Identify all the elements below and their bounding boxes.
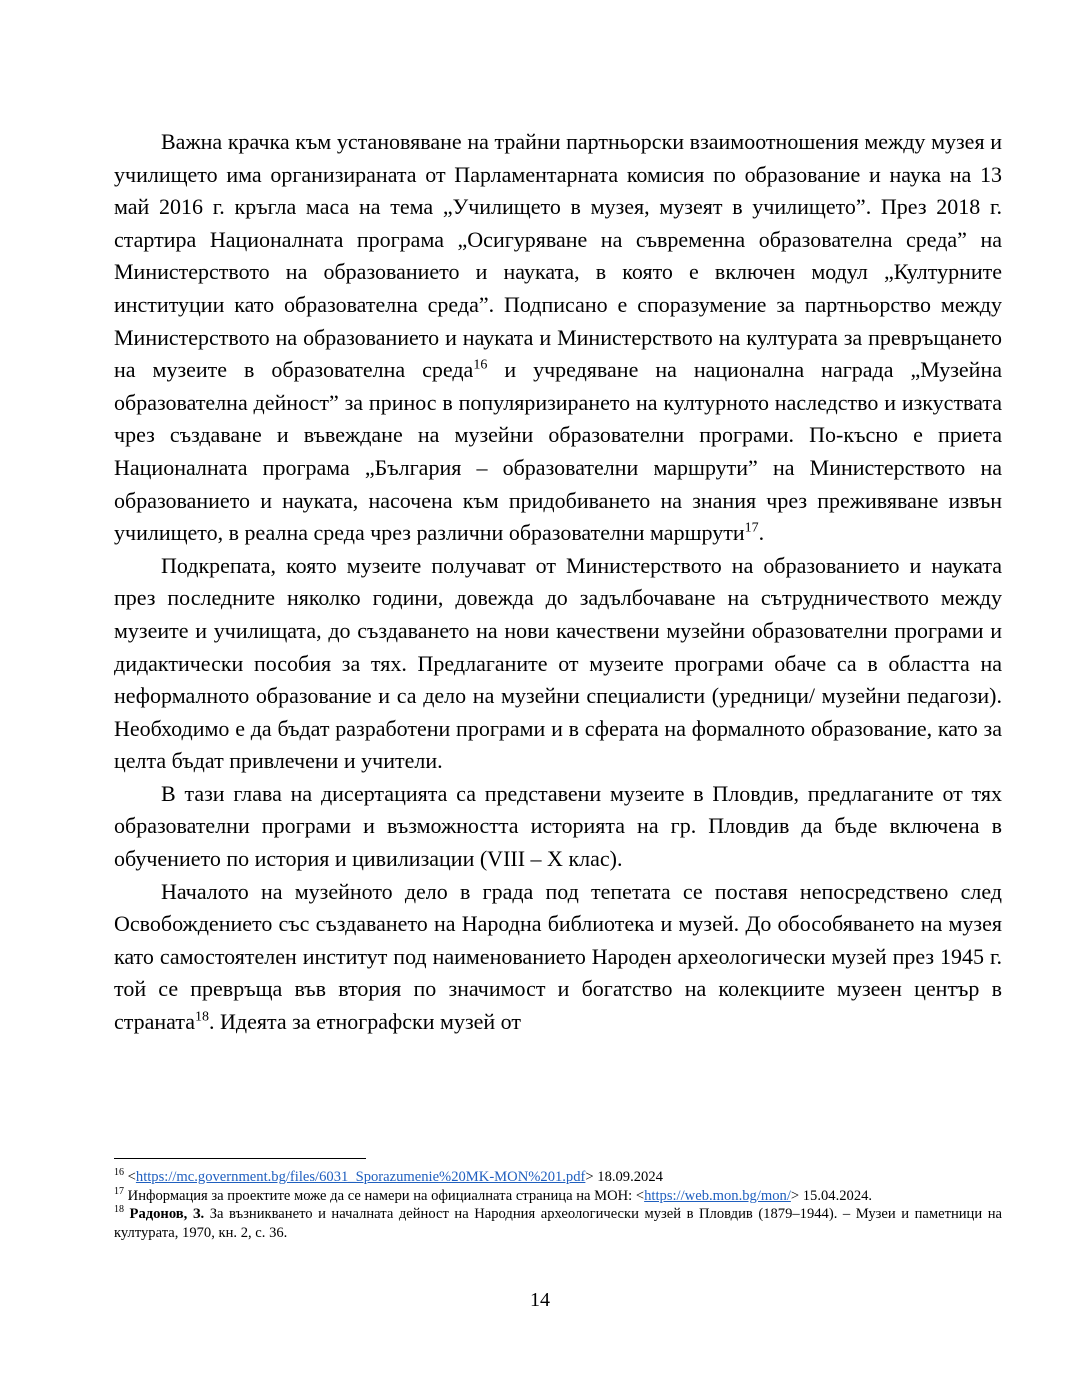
paragraph-4-text-b: . Идеята за етнографски музей от (209, 1009, 521, 1035)
footnote-text: > 15.04.2024. (790, 1187, 873, 1204)
footnote-text: < (124, 1169, 136, 1185)
footnote-text: За възникването и началната дейност на Народния археологически музей в Пловдив (1879–1944). – Музеи и паметници на културата, 1970, кн. 2, с. 36. (114, 1206, 1003, 1241)
footnote-16-link[interactable]: https://mc.government.bg/files/6031_Sporazumenie%20MK-MON%201.pdf (135, 1169, 586, 1185)
footnote-text: Информация за проектите може да се намери на официалната страница на МОН: < (124, 1187, 645, 1204)
paragraph-1-text-a: Важна крачка към установяване на трайни партньорски взаимоотношения между музея и училището има организираната от Парламентарната комисия по образование и наука на 13 май 2016 г. кръгла маса на тема „Училището в музея, музеят в училището”. През 2018 г. стартира Националната програма „Осигуряване на съвременна образователна среда” на Министерството на образованието и науката, в която е включен модул „Културните институции като образователна среда”. Подписано е споразумение за партньорство между Министерството на образованието и науката и Министерството на културата за превръщането на музеите в образователна среда (114, 129, 1002, 383)
paragraph-4 (114, 876, 1002, 1039)
footnote-17-link[interactable]: https://web.mon.bg/mon/ (644, 1187, 791, 1204)
footnote-ref-18[interactable]: 18 (195, 1009, 210, 1025)
footnote-16 (114, 1168, 1002, 1187)
footnote-author: Радонов, З. (129, 1206, 205, 1222)
paragraph-2: Подкрепата, която музеите получават от Министерството на образованието и науката през последните няколко години, довежда до задълбочаване на сътрудничеството между музеите и училищата, до създаването на нови качествени музейни образователни програми и дидактически пособия за тях. Предлаганите от музеите програми обаче са в областта на неформалното образование и са дело на музейни специалисти (уредници/ музейни педагози). Необходимо е да бъдат разработени програми и в сферата на формалното образование, като за целта бъдат привлечени и учители. (114, 552, 1002, 774)
footnote-text: > 18.09.2024 (585, 1169, 663, 1185)
footnote-separator (114, 1158, 366, 1159)
paragraph-1-text-c: . (758, 520, 765, 546)
footnote-number: 18 (114, 1204, 124, 1216)
footnote-ref-16[interactable]: 16 (473, 357, 488, 373)
footnotes (114, 1168, 1002, 1242)
footnote-number: 16 (114, 1167, 124, 1179)
footnote-18 (114, 1205, 1002, 1242)
paragraph-3: В тази глава на дисертацията са представени музеите в Пловдив, предлаганите от тях образователни програми и възможността историята на гр. Пловдив да бъде включена в обучението по история и цивилизации (VIII – X клас). (114, 780, 1002, 872)
footnote-ref-17[interactable]: 17 (744, 520, 759, 536)
paragraph-4-text-a: Началото на музейното дело в града под тепетата се поставя непосредствено след Освобождението със създаването на Народна библиотека и музей. До обособяването на музея като самостоятелен институт под наименованието Народен археологически музей през 1945 г. той се превръща във втория по значимост и богатство на колекциите музеен център в страната (114, 878, 1002, 1035)
footnote-number: 17 (114, 1185, 124, 1197)
paragraph-1 (114, 126, 1002, 550)
paragraph-1-text-b: и учредяване на национална награда „Музейна образователна дейност” за принос в популяризирането на културното наследство и изкуствата чрез създаване и въвеждане на музейни образователни програми. По-късно е приета Националната програма „България – образователни маршрути” на Министерството на образованието и науката, насочена към придобиването на знания чрез преживяване извън училището, в реална среда чрез различни образователни маршрути (114, 357, 1002, 546)
body-text (114, 126, 1002, 1039)
page-number: 14 (530, 1289, 550, 1311)
footnote-17 (114, 1187, 1002, 1206)
